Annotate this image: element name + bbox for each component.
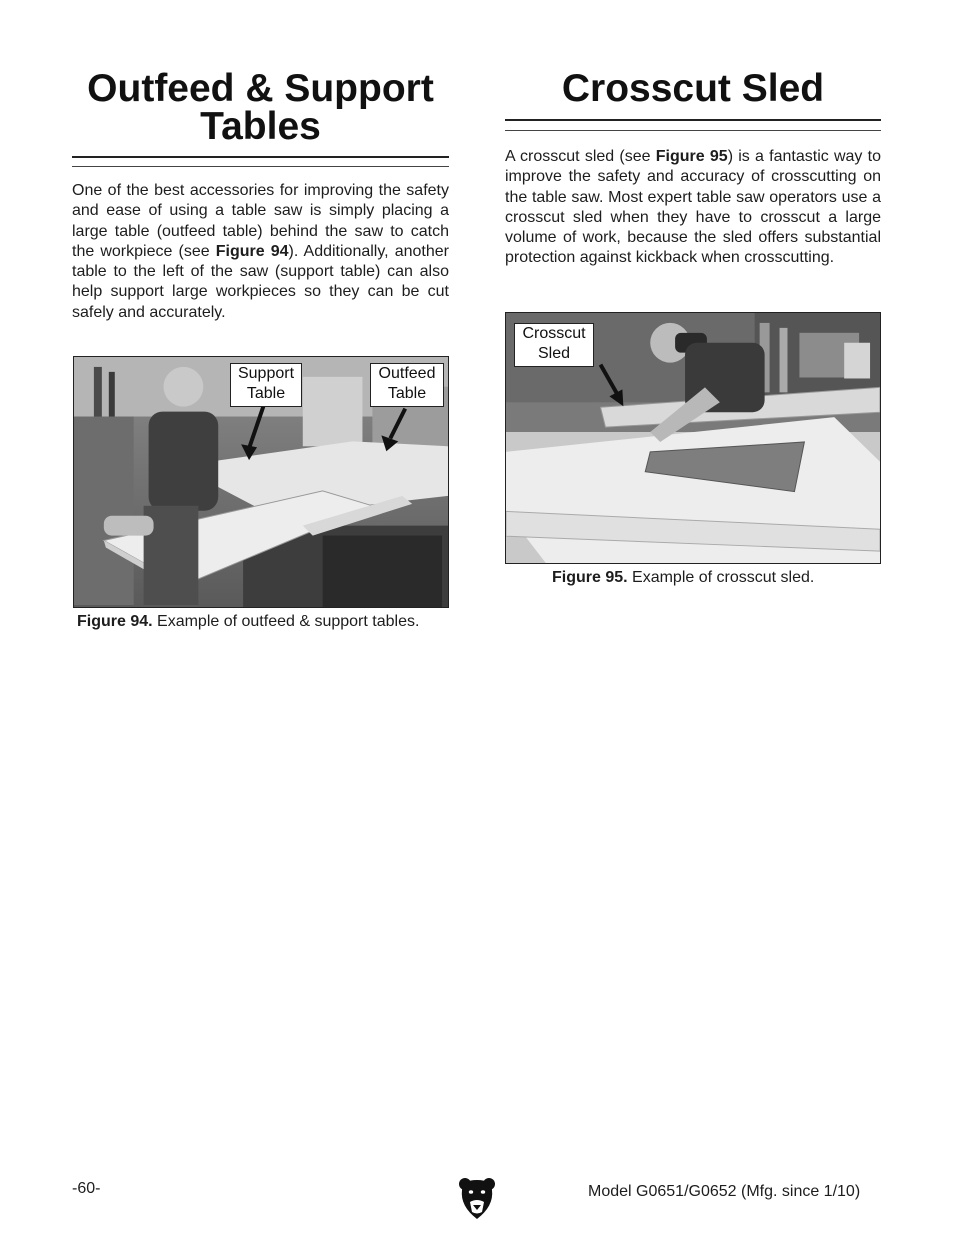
- page-number: -60-: [72, 1180, 101, 1197]
- callout-support-table: Support Table: [230, 363, 302, 407]
- right-body-paragraph: A crosscut sled (see Figure 95) is a fantastic way to improve the safety and accuracy of crosscutting on the table saw. Most expert table saw operators use a crosscut sled when they have to crosscut a large volume of work, because the sled offers substantial protection against kickback when crosscutting.: [505, 148, 882, 267]
- bear-head-logo-icon: [458, 1176, 496, 1220]
- callout-crosscut-sled: Crosscut Sled: [514, 323, 594, 367]
- left-body-paragraph: One of the best accessories for improving the safety and ease of using a table saw is simply placing a large table (outfeed table) behind the saw to catch the workpiece (see Figure 94). Additionally, another table to the left of the saw (support table) can also help support large workpieces so they can be cut safely and accurately.: [72, 182, 449, 321]
- left-title-line1: Outfeed & Support: [87, 67, 434, 110]
- right-title-rule-thick: [505, 119, 881, 121]
- right-section-title: Crosscut Sled: [561, 67, 825, 110]
- figure-95-caption: Figure 95. Example of crosscut sled.: [552, 569, 815, 586]
- figure-94-reference: Figure 94: [215, 242, 289, 260]
- figure-94-caption: Figure 94. Example of outfeed & support tables.: [77, 613, 420, 630]
- left-title-line2: Tables: [200, 105, 321, 148]
- model-info: Model G0651/G0652 (Mfg. since 1/10): [588, 1183, 861, 1200]
- right-title-rule-thin: [505, 130, 881, 131]
- callout-outfeed-table: Outfeed Table: [370, 363, 444, 407]
- left-section-title: [72, 67, 449, 148]
- left-title-rule-thin: [72, 166, 449, 167]
- figure-95-reference: Figure 95: [655, 148, 728, 165]
- left-title-rule-thick: [72, 156, 449, 158]
